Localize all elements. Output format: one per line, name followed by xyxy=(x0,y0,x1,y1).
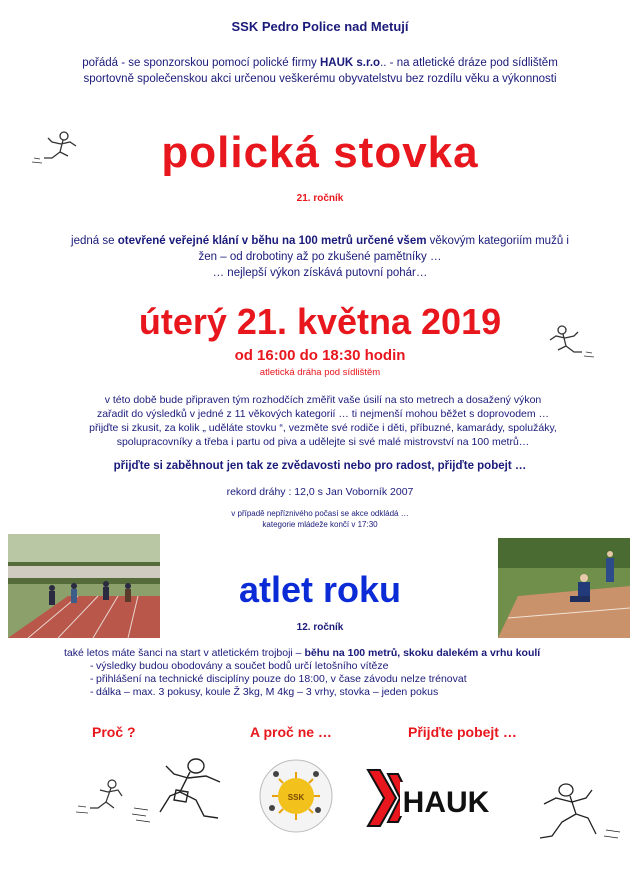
svg-text:SSK: SSK xyxy=(287,793,305,802)
hauk-logo-text: HAUK xyxy=(402,786,490,819)
event-time: od 16:00 do 18:30 hodin xyxy=(234,347,406,364)
desc-text-1: jedná se xyxy=(71,235,118,247)
intro-prefix: pořádá - se sponzorskou pomocí polické firmy xyxy=(82,57,320,69)
runner-clipart-bottom-left xyxy=(130,752,248,832)
event-venue: atletická dráha pod sídlištěm xyxy=(259,367,381,378)
event-title: polická stovka xyxy=(161,128,479,177)
atlet-rules-list xyxy=(64,660,584,699)
event-details: v této době bude připraven tým rozhodčích změřit vaše úsilí na sto metrech a dosažený výkon zařadit do výsledků v jedné z 11 věkových kategorií … ti nejmenší mohou běžet s doprovodem … přijďte si zkusit, za kolik „ uděláte stovku “, vezměte své rodiče i děti, příbuzné, kamarády, spolužáky, spolupracovníky a třeba i partu od piva a udělejte si své malé mistrovství na 100 metrů… xyxy=(89,394,557,448)
event-date: úterý 21. května 2019 xyxy=(138,301,502,342)
list-item: - dálka – max. 3 pokusy, koule Ž 3kg, M 4kg – 3 vrhy, stovka – jeden pokus xyxy=(64,686,584,699)
list-item: - přihlášení na technické disciplíny pouze do 18:00, v čase závodu nelze trénovat xyxy=(64,673,584,686)
hauk-logo xyxy=(364,768,496,830)
track-record: rekord dráhy : 12,0 s Jan Voborník 2007 xyxy=(226,486,414,498)
slogan-come-run: Přijďte pobejt … xyxy=(408,724,517,740)
atlet-intro xyxy=(64,647,584,660)
weather-note xyxy=(0,508,640,530)
ssk-club-logo xyxy=(258,758,334,834)
note-line-1: v případě nepříznivého počasí se akce odkládá … xyxy=(231,509,409,518)
slogan-why: Proč ? xyxy=(92,724,136,740)
runner-clipart-bottom-right xyxy=(516,776,626,846)
organizer-title: SSK Pedro Police nad Metují xyxy=(231,19,409,34)
event-description xyxy=(70,233,570,281)
atlet-intro-bold: běhu na 100 metrů, skoku dalekém a vrhu koulí xyxy=(304,647,541,659)
list-item: - výsledky budou obodovány a součet bodů určí letošního vítěze xyxy=(64,660,584,673)
desc-bold: otevřené veřejné klání v běhu na 100 metrů určené všem xyxy=(117,235,427,247)
desc-text-2: věkovým kategoriím mužů i žen – od drobotiny až po zkušené pamětníky … xyxy=(198,235,569,263)
atlet-intro-text: také letos máte šanci na start v atletickém trojboji – xyxy=(64,647,305,659)
runner-clipart-bottom-small xyxy=(74,776,134,822)
atlet-title: atlet roku xyxy=(238,569,402,610)
sponsor-name: HAUK s.r.o xyxy=(320,57,381,69)
event-edition: 21. ročník xyxy=(296,193,344,204)
slogan-why-not: A proč ne … xyxy=(250,724,332,740)
invite-line: přijďte si zaběhnout jen tak ze zvědavosti nebo pro radost, přijďte pobejt … xyxy=(113,460,527,472)
desc-text-3: … nejlepší výkon získává putovní pohár… xyxy=(212,267,428,279)
note-line-2: kategorie mládeže končí v 17:30 xyxy=(262,520,378,529)
atlet-edition: 12. ročník xyxy=(296,622,344,633)
intro-paragraph xyxy=(60,55,580,87)
intro-suffix: .. - na atletické dráze pod sídlištěm sportovně společenskou akci určenou veškerému obyvatelstvu bez rozdílu věku a výkonnosti xyxy=(83,57,558,85)
atlet-description xyxy=(64,647,584,699)
